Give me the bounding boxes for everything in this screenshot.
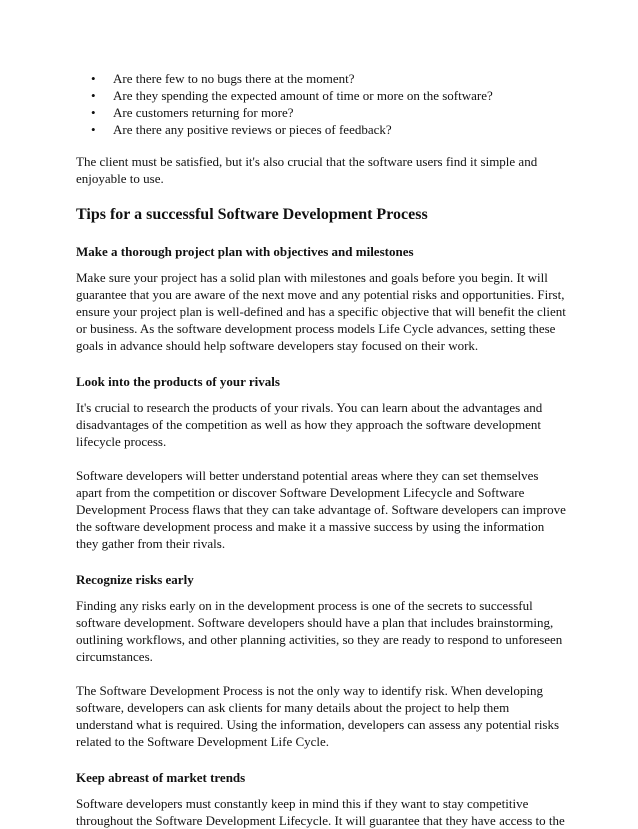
main-heading: Tips for a successful Software Development Process xyxy=(76,206,428,223)
section-heading: Keep abreast of market trends xyxy=(76,770,246,785)
section-paragraph: Software developers must constantly keep in mind this if they want to stay competitive throughout the Software Development Lifecycle. It will guarantee that they have access to the xyxy=(76,796,565,828)
list-item: • Are they spending the expected amount of time or more on the software? xyxy=(76,87,566,104)
section-heading: Look into the products of your rivals xyxy=(76,374,280,389)
list-item: • Are customers returning for more? xyxy=(76,104,566,121)
intro-paragraph: The client must be satisfied, but it's also crucial that the software users find it simple and enjoyable to use. xyxy=(76,154,538,186)
section-paragraph: Software developers will better understand potential areas where they can set themselves apart from the competition or discover Software Development Lifecycle and Software Development Process flaws that they can take advantage of. Software developers can improve the software development process and make it a massive success by using the information they gather from their rivals. xyxy=(76,468,566,551)
section-risks xyxy=(76,571,566,750)
section-heading: Recognize risks early xyxy=(76,572,194,587)
section-paragraph: Finding any risks early on in the development process is one of the secrets to successful software development. Software developers should have a plan that includes brainstorming, outlining workflows, and other planning activities, so they are ready to respond to unforeseen circumstances. xyxy=(76,598,563,664)
section-heading: Make a thorough project plan with objectives and milestones xyxy=(76,244,414,259)
section-paragraph: The Software Development Process is not the only way to identify risk. When developing software, developers can ask clients for many details about the project to help them understand what is required. Using the information, developers can assess any potential risks related to the Software Development Life Cycle. xyxy=(76,683,560,749)
question-list xyxy=(76,70,566,138)
section-rivals xyxy=(76,373,566,552)
list-item: • Are there any positive reviews or pieces of feedback? xyxy=(76,121,566,138)
list-item: • Are there few to no bugs there at the moment? xyxy=(76,70,566,87)
section-paragraph: It's crucial to research the products of your rivals. You can learn about the advantages and disadvantages of the competition as well as how they approach the software development lifecycle process. xyxy=(76,400,543,449)
section-project-plan xyxy=(76,243,566,354)
section-market-trends xyxy=(76,769,566,829)
section-paragraph: Make sure your project has a solid plan with milestones and goals before you begin. It will guarantee that you are aware of the next move and any potential risks and opportunities. First, ensure your project plan is well-defined and has a specific objective that will benefit the client or business. As the software development process models Life Cycle advances, setting these goals in advance should help software developers stay focused on their work. xyxy=(76,270,566,353)
document-page xyxy=(76,70,566,829)
